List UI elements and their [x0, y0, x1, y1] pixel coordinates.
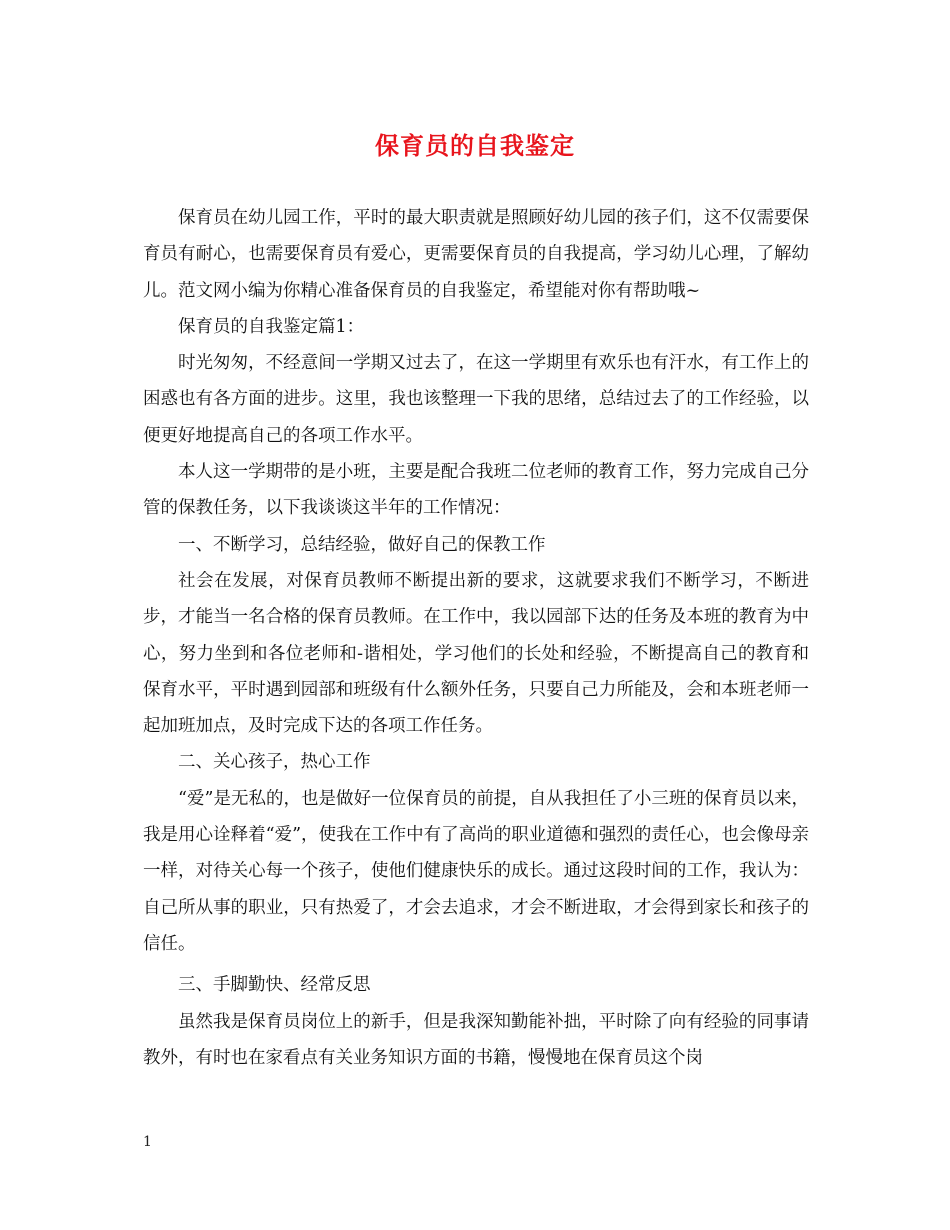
intro-paragraph: 保育员在幼儿园工作，平时的最大职责就是照顾好幼儿园的孩子们，这不仅需要保育员有耐心，也需要保育员有爱心，更需要保育员的自我提高，学习幼儿心理，了解幼儿。范文网小编为你精心准备保育员的自我鉴定，希望能对你有帮助哦~ [143, 208, 809, 301]
document-body [143, 200, 809, 1076]
section-heading-three: 三、手脚勤快、经常反思 [178, 975, 371, 996]
document-title: 保育员的自我鉴定 [375, 131, 575, 160]
body-paragraph: “爱”是无私的，也是做好一位保育员的前提，自从我担任了小三班的保育员以来，我是用心诠释着“爱”，使我在工作中有了高尚的职业道德和强烈的责任心，也会像母亲一样，对待关心每一个孩子，使他们健康快乐的成长。通过这段时间的工作，我认为：自己所从事的职业，只有热爱了，才会去追求，才会不断进取，才会得到家长和孩子的信任。 [143, 788, 809, 954]
body-paragraph: 虽然我是保育员岗位上的新手，但是我深知勤能补拙，平时除了向有经验的同事请教外，有时也在家看点有关业务知识方面的书籍，慢慢地在保育员这个岗 [143, 1011, 809, 1068]
page-number: 1 [143, 1134, 152, 1150]
section-heading-two: 二、关心孩子，热心工作 [178, 752, 371, 773]
section-heading-part-1: 保育员的自我鉴定篇1： [178, 316, 365, 337]
body-paragraph: 时光匆匆，不经意间一学期又过去了，在这一学期里有欢乐也有汗水，有工作上的困惑也有各方面的进步。这里，我也该整理一下我的思绪，总结过去了的工作经验，以便更好地提高自己的各项工作水平。 [143, 353, 809, 446]
body-paragraph: 社会在发展，对保育员教师不断提出新的要求，这就要求我们不断学习，不断进步，才能当一名合格的保育员教师。在工作中，我以园部下达的任务及本班的教育为中心，努力坐到和各位老师和-谐相处，学习他们的长处和经验，不断提高自己的教育和保育水平，平时遇到园部和班级有什么额外任务，只要自己力所能及，会和本班老师一起加班加点，及时完成下达的各项工作任务。 [143, 570, 809, 737]
body-paragraph: 本人这一学期带的是小班，主要是配合我班二位老师的教育工作，努力完成自己分管的保教任务，以下我谈谈这半年的工作情况： [143, 462, 809, 519]
section-heading-one: 一、不断学习，总结经验，做好自己的保教工作 [178, 534, 546, 555]
